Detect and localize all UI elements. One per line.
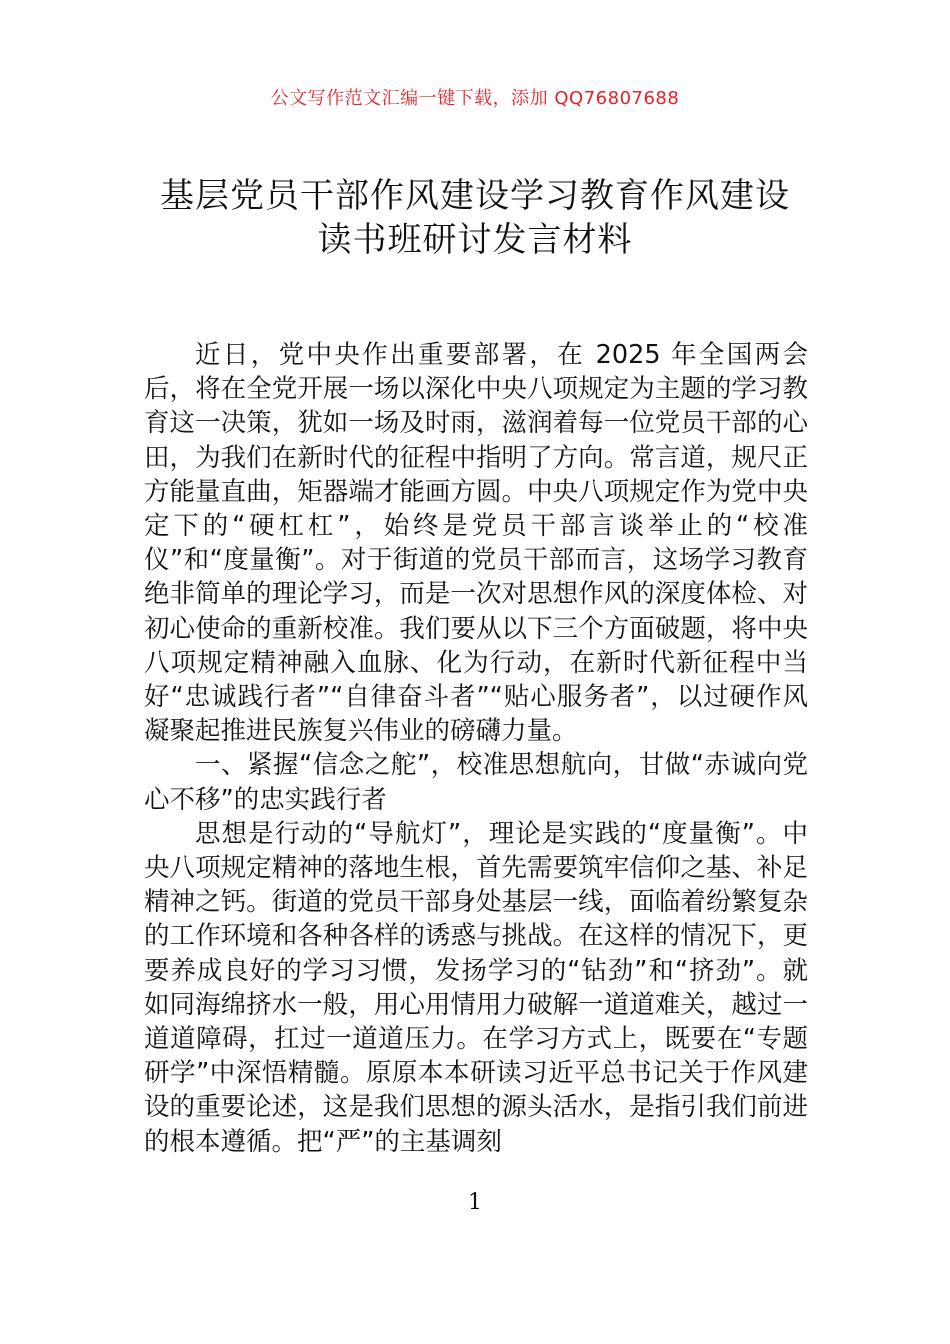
document-title-line-1: 基层党员干部作风建设学习教育作风建设 (160, 176, 790, 216)
document-body (144, 338, 808, 1159)
page-number: 1 (468, 1190, 482, 1215)
body-paragraph-intro: 近日，党中央作出重要部署，在 2025 年全国两会后，将在全党开展一场以深化中央八项规定为主题的学习教育这一决策，犹如一场及时雨，滋润着每一位党员干部的心田，为我们在新时代的征程中指明了方向。常言道，规尺正方能量直曲，矩器端才能画方圆。中央八项规定作为党中央定下的“硬杠杠”，始终是党员干部言谈举止的“校准仪”和“度量衡”。对于街道的党员干部而言，这场学习教育绝非简单的理论学习，而是一次对思想作风的深度体检、对初心使命的重新校准。我们要从以下三个方面破题，将中央八项规定精神融入血脉、化为行动，在新时代新征程中当好“忠诚践行者”“自律奋斗者”“贴心服务者”，以过硬作风凝聚起推进民族复兴伟业的磅礴力量。 (144, 340, 808, 747)
body-paragraph-section-1: 思想是行动的“导航灯”，理论是实践的“度量衡”。中央八项规定精神的落地生根，首先需要筑牢信仰之基、补足精神之钙。街道的党员干部身处基层一线，面临着纷繁复杂的工作环境和各种各样的诱惑与挑战。在这样的情况下，更要养成良好的学习习惯，发扬学习的“钻劲”和“挤劲”。就如同海绵挤水一般，用心用情用力破解一道道难关，越过一道道障碍，扛过一道道压力。在学习方式上，既要在“专题研学”中深悟精髓。原原本本研读习近平总书记关于作风建设的重要论述，这是我们思想的源头活水，是指引我们前进的根本遵循。把“严”的主基调刻 (144, 818, 808, 1157)
section-heading-1: 一、紧握“信念之舵”，校准思想航向，甘做“赤诚向党心不移”的忠实践行者 (144, 750, 808, 815)
download-notice: 公文写作范文汇编一键下载，添加 QQ76807688 (270, 88, 680, 109)
document-title-line-2: 读书班研讨发言材料 (317, 220, 633, 260)
